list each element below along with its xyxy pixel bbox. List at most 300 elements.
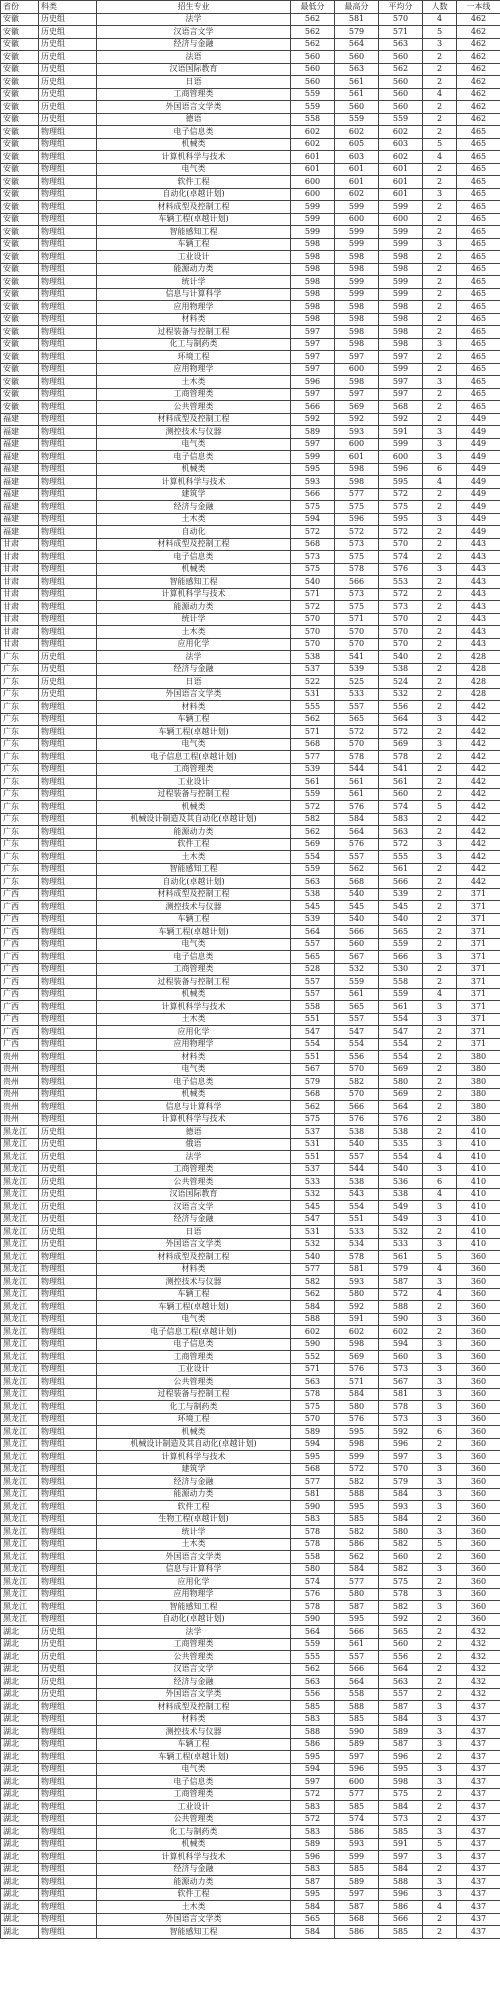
cell-min-score: 602 [291, 138, 335, 151]
cell-min-score: 539 [291, 763, 335, 776]
cell-count: 2 [423, 1688, 457, 1701]
cell-count: 3 [423, 951, 457, 964]
cell-count: 2 [423, 1226, 457, 1239]
cell-province: 广东 [1, 751, 39, 764]
cell-category: 物理组 [39, 851, 97, 864]
cell-min-score: 571 [291, 1363, 335, 1376]
cell-major: 智能感知工程 [97, 863, 291, 876]
cell-min-score: 601 [291, 151, 335, 164]
cell-category: 物理组 [39, 726, 97, 739]
cell-count: 2 [423, 888, 457, 901]
cell-cutoff-line: 360 [457, 1313, 500, 1326]
table-row [1, 488, 500, 501]
cell-category: 物理组 [39, 1576, 97, 1589]
cell-province: 黑龙江 [1, 1588, 39, 1601]
cell-min-score: 538 [291, 651, 335, 664]
cell-count: 2 [423, 1913, 457, 1926]
table-row [1, 676, 500, 689]
cell-avg-score: 599 [379, 226, 423, 239]
cell-province: 福建 [1, 413, 39, 426]
cell-province: 湖北 [1, 1826, 39, 1839]
cell-count: 3 [423, 1388, 457, 1401]
cell-major: 土木类 [97, 626, 291, 639]
cell-avg-score: 591 [379, 426, 423, 439]
cell-province: 黑龙江 [1, 1526, 39, 1539]
cell-min-score: 595 [291, 1888, 335, 1901]
cell-avg-score: 538 [379, 1188, 423, 1201]
cell-cutoff-line: 360 [457, 1363, 500, 1376]
cell-category: 物理组 [39, 1026, 97, 1039]
cell-avg-score: 563 [379, 38, 423, 51]
cell-count: 2 [423, 638, 457, 651]
table-row [1, 1476, 500, 1489]
cell-category: 物理组 [39, 126, 97, 139]
cell-avg-score: 587 [379, 1276, 423, 1289]
cell-count: 2 [423, 1038, 457, 1051]
cell-category: 物理组 [39, 251, 97, 264]
cell-category: 物理组 [39, 1851, 97, 1864]
cell-avg-score: 587 [379, 1738, 423, 1751]
cell-cutoff-line: 360 [457, 1276, 500, 1289]
header-cutoff-line: 一本线 [457, 1, 500, 14]
table-row [1, 213, 500, 226]
cell-count: 3 [423, 1476, 457, 1489]
cell-avg-score: 536 [379, 1176, 423, 1189]
cell-min-score: 572 [291, 601, 335, 614]
cell-count: 3 [423, 426, 457, 439]
cell-max-score: 559 [335, 976, 379, 989]
cell-max-score: 598 [335, 313, 379, 326]
cell-cutoff-line: 442 [457, 838, 500, 851]
cell-max-score: 586 [335, 1926, 379, 1939]
cell-max-score: 547 [335, 1026, 379, 1039]
cell-min-score: 577 [291, 1263, 335, 1276]
cell-province: 广东 [1, 676, 39, 689]
table-row [1, 1676, 500, 1689]
cell-category: 物理组 [39, 988, 97, 1001]
cell-cutoff-line: 428 [457, 651, 500, 664]
table-row [1, 1201, 500, 1214]
cell-province: 湖北 [1, 1726, 39, 1739]
cell-category: 历史组 [39, 1213, 97, 1226]
table-row [1, 1088, 500, 1101]
cell-cutoff-line: 371 [457, 963, 500, 976]
header-province: 省份 [1, 1, 39, 14]
cell-province: 黑龙江 [1, 1301, 39, 1314]
cell-province: 黑龙江 [1, 1313, 39, 1326]
cell-avg-score: 586 [379, 1901, 423, 1914]
cell-province: 贵州 [1, 1113, 39, 1126]
cell-major: 化工与制药类 [97, 1826, 291, 1839]
cell-category: 历史组 [39, 88, 97, 101]
cell-province: 广东 [1, 863, 39, 876]
cell-major: 软件工程 [97, 176, 291, 189]
cell-province: 安徽 [1, 351, 39, 364]
cell-max-score: 573 [335, 588, 379, 601]
cell-cutoff-line: 410 [457, 1163, 500, 1176]
cell-cutoff-line: 465 [457, 213, 500, 226]
table-row [1, 338, 500, 351]
cell-province: 黑龙江 [1, 1488, 39, 1501]
cell-major: 外国语言文学类 [97, 1913, 291, 1926]
cell-major: 公共管理类 [97, 1176, 291, 1189]
cell-cutoff-line: 360 [457, 1301, 500, 1314]
cell-province: 广西 [1, 913, 39, 926]
cell-major: 环境工程 [97, 1413, 291, 1426]
table-row [1, 1151, 500, 1164]
cell-count: 4 [423, 151, 457, 164]
cell-count: 3 [423, 1401, 457, 1414]
cell-category: 物理组 [39, 438, 97, 451]
cell-min-score: 575 [291, 1401, 335, 1414]
table-row [1, 1438, 500, 1451]
cell-cutoff-line: 437 [457, 1726, 500, 1739]
cell-category: 物理组 [39, 1801, 97, 1814]
table-row [1, 613, 500, 626]
cell-avg-score: 572 [379, 588, 423, 601]
cell-major: 日语 [97, 1226, 291, 1239]
cell-max-score: 588 [335, 1701, 379, 1714]
cell-cutoff-line: 437 [457, 1788, 500, 1801]
table-row [1, 788, 500, 801]
cell-min-score: 538 [291, 888, 335, 901]
cell-min-score: 564 [291, 926, 335, 939]
cell-avg-score: 598 [379, 301, 423, 314]
cell-major: 德语 [97, 1126, 291, 1139]
cell-avg-score: 602 [379, 151, 423, 164]
cell-max-score: 580 [335, 1288, 379, 1301]
cell-max-score: 598 [335, 301, 379, 314]
cell-province: 黑龙江 [1, 1601, 39, 1614]
cell-cutoff-line: 443 [457, 601, 500, 614]
cell-max-score: 575 [335, 601, 379, 614]
cell-province: 广西 [1, 1001, 39, 1014]
cell-max-score: 556 [335, 1051, 379, 1064]
cell-major: 计算机科学与技术 [97, 1001, 291, 1014]
cell-max-score: 582 [335, 1076, 379, 1089]
table-row [1, 1801, 500, 1814]
cell-avg-score: 598 [379, 313, 423, 326]
cell-category: 物理组 [39, 638, 97, 651]
cell-category: 物理组 [39, 1826, 97, 1839]
cell-category: 物理组 [39, 163, 97, 176]
cell-count: 2 [423, 413, 457, 426]
cell-count: 3 [423, 1201, 457, 1214]
table-row [1, 138, 500, 151]
cell-count: 2 [423, 113, 457, 126]
table-row [1, 1226, 500, 1239]
cell-category: 物理组 [39, 1388, 97, 1401]
cell-min-score: 598 [291, 276, 335, 289]
cell-major: 能源动力类 [97, 601, 291, 614]
cell-max-score: 593 [335, 1838, 379, 1851]
cell-count: 2 [423, 1513, 457, 1526]
cell-major: 信息与计算科学 [97, 288, 291, 301]
table-row [1, 1213, 500, 1226]
cell-max-score: 579 [335, 26, 379, 39]
cell-avg-score: 570 [379, 613, 423, 626]
cell-count: 2 [423, 76, 457, 89]
table-row [1, 76, 500, 89]
cell-cutoff-line: 380 [457, 1113, 500, 1126]
table-row [1, 63, 500, 76]
cell-min-score: 522 [291, 676, 335, 689]
cell-category: 物理组 [39, 563, 97, 576]
cell-max-score: 565 [335, 1001, 379, 1014]
cell-min-score: 597 [291, 1776, 335, 1789]
table-row [1, 1726, 500, 1739]
cell-avg-score: 564 [379, 1663, 423, 1676]
cell-cutoff-line: 410 [457, 1238, 500, 1251]
cell-cutoff-line: 432 [457, 1663, 500, 1676]
cell-cutoff-line: 428 [457, 663, 500, 676]
table-row [1, 13, 500, 26]
cell-major: 机械类 [97, 1426, 291, 1439]
cell-category: 历史组 [39, 1688, 97, 1701]
cell-major: 能源动力类 [97, 826, 291, 839]
cell-min-score: 584 [291, 1926, 335, 1939]
table-row [1, 38, 500, 51]
cell-max-score: 533 [335, 1226, 379, 1239]
cell-max-score: 590 [335, 1726, 379, 1739]
cell-major: 工业设计 [97, 1801, 291, 1814]
cell-min-score: 583 [291, 1801, 335, 1814]
cell-count: 3 [423, 738, 457, 751]
table-row [1, 888, 500, 901]
cell-min-score: 581 [291, 1488, 335, 1501]
cell-min-score: 597 [291, 363, 335, 376]
cell-major: 能源动力类 [97, 1488, 291, 1501]
cell-category: 物理组 [39, 1063, 97, 1076]
cell-province: 广西 [1, 951, 39, 964]
cell-major: 自动化(卓越计划) [97, 188, 291, 201]
cell-count: 6 [423, 463, 457, 476]
cell-count: 2 [423, 663, 457, 676]
table-row [1, 863, 500, 876]
cell-cutoff-line: 449 [457, 413, 500, 426]
cell-province: 安徽 [1, 176, 39, 189]
cell-max-score: 573 [335, 538, 379, 551]
cell-min-score: 568 [291, 1088, 335, 1101]
cell-province: 广东 [1, 826, 39, 839]
cell-major: 经济与金融 [97, 501, 291, 514]
cell-category: 物理组 [39, 1838, 97, 1851]
table-row [1, 1588, 500, 1601]
cell-min-score: 552 [291, 1351, 335, 1364]
cell-cutoff-line: 462 [457, 101, 500, 114]
table-row [1, 1513, 500, 1526]
cell-major: 机械类 [97, 138, 291, 151]
cell-max-score: 557 [335, 701, 379, 714]
cell-count: 3 [423, 376, 457, 389]
cell-cutoff-line: 371 [457, 1038, 500, 1051]
cell-min-score: 598 [291, 251, 335, 264]
cell-province: 黑龙江 [1, 1226, 39, 1239]
cell-major: 应用物理学 [97, 1588, 291, 1601]
table-row [1, 201, 500, 214]
cell-count: 2 [423, 126, 457, 139]
table-header [1, 1, 500, 14]
cell-province: 广西 [1, 963, 39, 976]
cell-cutoff-line: 437 [457, 1751, 500, 1764]
cell-major: 测控技术与仪器 [97, 1276, 291, 1289]
cell-major: 外国语言文学类 [97, 101, 291, 114]
cell-cutoff-line: 442 [457, 801, 500, 814]
cell-cutoff-line: 449 [457, 488, 500, 501]
cell-count: 3 [423, 1413, 457, 1426]
cell-max-score: 575 [335, 501, 379, 514]
cell-max-score: 598 [335, 463, 379, 476]
cell-min-score: 567 [291, 1063, 335, 1076]
cell-max-score: 577 [335, 488, 379, 501]
cell-category: 物理组 [39, 201, 97, 214]
cell-avg-score: 554 [379, 1038, 423, 1051]
cell-count: 4 [423, 1263, 457, 1276]
cell-min-score: 561 [291, 776, 335, 789]
cell-cutoff-line: 465 [457, 326, 500, 339]
cell-avg-score: 579 [379, 1476, 423, 1489]
cell-max-score: 534 [335, 1238, 379, 1251]
cell-category: 物理组 [39, 938, 97, 951]
cell-min-score: 551 [291, 1013, 335, 1026]
cell-category: 物理组 [39, 551, 97, 564]
cell-major: 工业设计 [97, 776, 291, 789]
cell-min-score: 570 [291, 638, 335, 651]
cell-category: 物理组 [39, 1751, 97, 1764]
cell-avg-score: 570 [379, 626, 423, 639]
table-row [1, 1551, 500, 1564]
table-row [1, 588, 500, 601]
table-row [1, 263, 500, 276]
cell-category: 历史组 [39, 1151, 97, 1164]
cell-cutoff-line: 465 [457, 301, 500, 314]
cell-category: 物理组 [39, 951, 97, 964]
cell-min-score: 551 [291, 1051, 335, 1064]
cell-min-score: 570 [291, 1413, 335, 1426]
cell-cutoff-line: 432 [457, 1651, 500, 1664]
cell-major: 工商管理类 [97, 1788, 291, 1801]
cell-count: 4 [423, 476, 457, 489]
cell-cutoff-line: 360 [457, 1601, 500, 1614]
cell-avg-score: 559 [379, 113, 423, 126]
cell-count: 2 [423, 1663, 457, 1676]
cell-max-score: 597 [335, 351, 379, 364]
table-row [1, 26, 500, 39]
cell-count: 2 [423, 1751, 457, 1764]
cell-category: 物理组 [39, 1526, 97, 1539]
cell-count: 5 [423, 26, 457, 39]
table-row [1, 1688, 500, 1701]
cell-max-score: 600 [335, 363, 379, 376]
cell-count: 2 [423, 676, 457, 689]
cell-avg-score: 578 [379, 751, 423, 764]
cell-category: 物理组 [39, 176, 97, 189]
header-major: 招生专业 [97, 1, 291, 14]
cell-avg-score: 584 [379, 1488, 423, 1501]
cell-min-score: 597 [291, 351, 335, 364]
cell-province: 贵州 [1, 1051, 39, 1064]
cell-category: 物理组 [39, 1701, 97, 1714]
cell-major: 工商管理类 [97, 1351, 291, 1364]
cell-min-score: 559 [291, 88, 335, 101]
cell-category: 物理组 [39, 513, 97, 526]
cell-category: 物理组 [39, 1501, 97, 1514]
cell-cutoff-line: 360 [457, 1526, 500, 1539]
cell-category: 物理组 [39, 1776, 97, 1789]
table-row [1, 363, 500, 376]
cell-avg-score: 582 [379, 1538, 423, 1551]
cell-cutoff-line: 360 [457, 1288, 500, 1301]
cell-cutoff-line: 443 [457, 638, 500, 651]
cell-max-score: 570 [335, 638, 379, 651]
cell-category: 物理组 [39, 701, 97, 714]
cell-category: 物理组 [39, 738, 97, 751]
cell-min-score: 590 [291, 1338, 335, 1351]
table-row [1, 1601, 500, 1614]
cell-category: 物理组 [39, 1376, 97, 1389]
cell-province: 安徽 [1, 313, 39, 326]
cell-min-score: 578 [291, 1538, 335, 1551]
cell-cutoff-line: 371 [457, 926, 500, 939]
cell-province: 甘肃 [1, 588, 39, 601]
cell-min-score: 566 [291, 488, 335, 501]
cell-category: 物理组 [39, 463, 97, 476]
cell-category: 历史组 [39, 1676, 97, 1689]
cell-major: 材料类 [97, 701, 291, 714]
table-row [1, 1363, 500, 1376]
cell-category: 历史组 [39, 113, 97, 126]
cell-min-score: 563 [291, 1376, 335, 1389]
cell-max-score: 544 [335, 763, 379, 776]
cell-cutoff-line: 437 [457, 1763, 500, 1776]
cell-category: 历史组 [39, 38, 97, 51]
cell-category: 物理组 [39, 913, 97, 926]
cell-count: 2 [423, 913, 457, 926]
cell-cutoff-line: 462 [457, 76, 500, 89]
cell-major: 经济与金融 [97, 1863, 291, 1876]
table-row [1, 126, 500, 139]
cell-count: 3 [423, 1163, 457, 1176]
cell-major: 软件工程 [97, 1501, 291, 1514]
cell-max-score: 533 [335, 688, 379, 701]
cell-province: 安徽 [1, 38, 39, 51]
cell-cutoff-line: 360 [457, 1251, 500, 1264]
cell-major: 电气类 [97, 1313, 291, 1326]
cell-province: 广东 [1, 801, 39, 814]
cell-province: 湖北 [1, 1888, 39, 1901]
cell-avg-score: 539 [379, 888, 423, 901]
table-row [1, 276, 500, 289]
cell-province: 安徽 [1, 376, 39, 389]
table-row [1, 1001, 500, 1014]
cell-max-score: 599 [335, 226, 379, 239]
cell-min-score: 531 [291, 688, 335, 701]
table-row [1, 713, 500, 726]
cell-category: 物理组 [39, 863, 97, 876]
cell-max-score: 600 [335, 438, 379, 451]
cell-count: 2 [423, 313, 457, 326]
cell-min-score: 547 [291, 1213, 335, 1226]
cell-avg-score: 576 [379, 563, 423, 576]
cell-category: 物理组 [39, 713, 97, 726]
cell-min-score: 571 [291, 588, 335, 601]
cell-max-score: 568 [335, 1913, 379, 1926]
cell-province: 黑龙江 [1, 1376, 39, 1389]
cell-major: 电气类 [97, 1063, 291, 1076]
cell-count: 2 [423, 101, 457, 114]
table-row [1, 663, 500, 676]
cell-province: 黑龙江 [1, 1613, 39, 1626]
